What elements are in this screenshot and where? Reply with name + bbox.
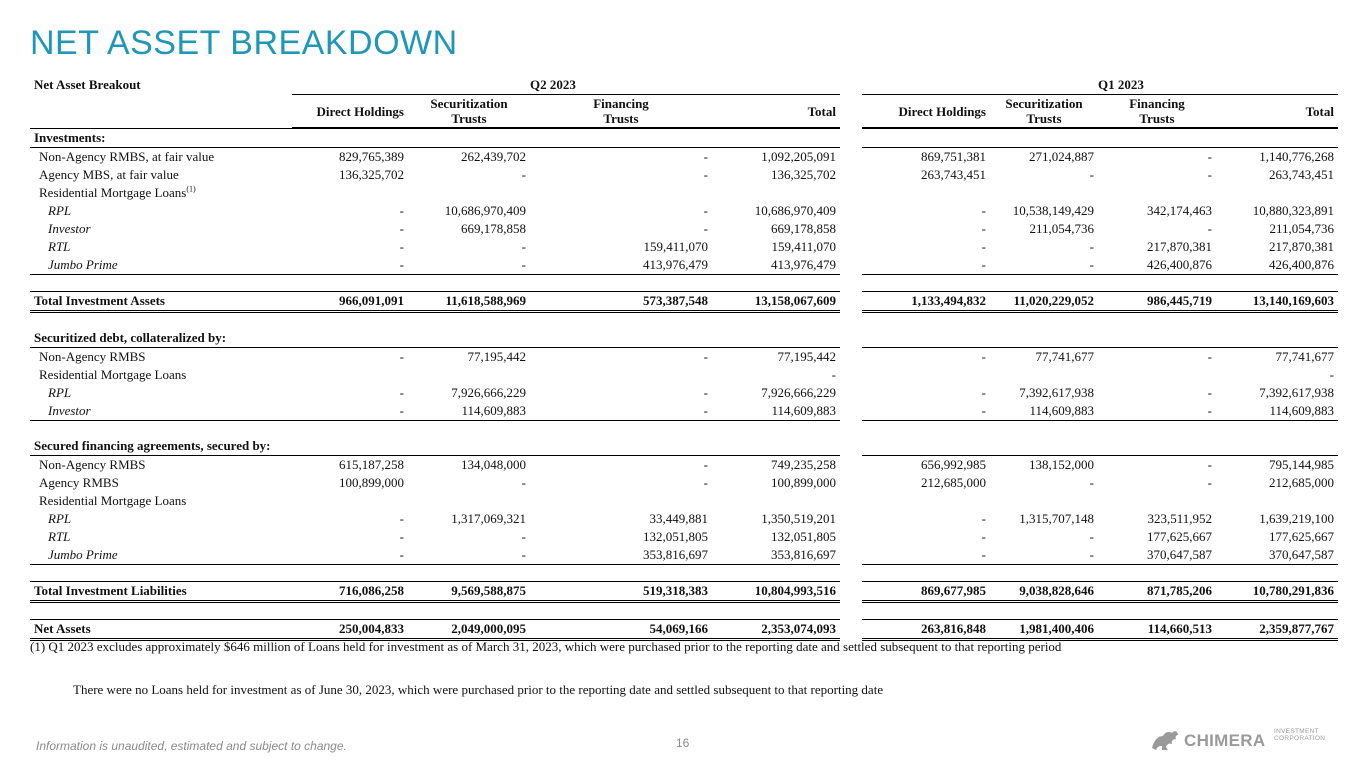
value-cell: 100,899,000 (339, 475, 404, 490)
value-cell: 100,899,000 (771, 475, 836, 490)
table-spacer-row (30, 603, 1338, 619)
value-cell: 7,392,617,938 (1019, 385, 1094, 400)
value-cell: - (1207, 475, 1212, 490)
table-row-sf-agency (30, 474, 1338, 492)
value-cell: 13,158,067,609 (712, 291, 840, 313)
row-label-text: Agency MBS, at fair value (39, 167, 179, 182)
row-label (30, 184, 292, 202)
row-label (30, 492, 292, 510)
value-cell: 177,625,667 (1147, 529, 1212, 544)
value-cell: 519,318,383 (530, 581, 712, 603)
row-label (30, 456, 292, 474)
value-cell: 1,315,707,148 (1019, 511, 1094, 526)
row-label-text: Residential Mortgage Loans (39, 367, 187, 382)
value-cell: - (981, 203, 986, 218)
col-header-direct-holdings-q2: Direct Holdings (292, 94, 408, 128)
value-cell: - (981, 511, 986, 526)
value-cell: 716,086,258 (292, 581, 408, 603)
value-cell: 869,677,985 (862, 581, 990, 603)
value-cell: 370,647,587 (1216, 546, 1338, 565)
chimera-logo-icon (1150, 728, 1180, 752)
value-cell: - (399, 385, 404, 400)
value-cell: 1,350,519,201 (761, 511, 836, 526)
value-cell: 986,445,719 (1098, 291, 1216, 313)
value-cell: - (990, 546, 1098, 565)
col-header-securitization-q2 (408, 94, 530, 128)
value-cell: 77,195,442 (408, 347, 530, 366)
col-header-total-q1: Total (1216, 94, 1338, 128)
value-cell: 263,743,451 (1269, 167, 1334, 182)
value-cell: - (831, 367, 836, 382)
value-cell: 353,816,697 (530, 546, 712, 565)
value-cell: 212,685,000 (1269, 475, 1334, 490)
value-cell: - (530, 147, 712, 166)
value-cell: - (703, 167, 708, 182)
value-cell: 33,449,881 (649, 511, 708, 526)
row-label (30, 402, 292, 421)
value-cell: 573,387,548 (530, 291, 712, 313)
value-cell: 1,092,205,091 (712, 147, 840, 166)
value-cell: - (1089, 475, 1094, 490)
value-cell: 10,538,149,429 (1012, 203, 1094, 218)
table-spacer-row (30, 565, 1338, 581)
value-cell: 829,765,389 (292, 147, 408, 166)
value-cell: 54,069,166 (530, 619, 712, 641)
table-row-total-liab (30, 581, 1338, 603)
value-cell: 134,048,000 (461, 457, 526, 472)
value-cell: 871,785,206 (1098, 581, 1216, 603)
value-cell: - (521, 529, 526, 544)
row-label-text: Residential Mortgage Loans (39, 185, 187, 200)
value-cell: 9,038,828,646 (990, 581, 1098, 603)
value-cell: 11,020,229,052 (990, 291, 1098, 313)
row-label-text: RTL (48, 239, 71, 254)
table-row-total-assets (30, 291, 1338, 313)
row-label (30, 147, 292, 166)
value-cell: - (399, 221, 404, 236)
value-cell: 342,174,463 (1147, 203, 1212, 218)
row-label (30, 474, 292, 492)
value-cell: 426,400,876 (1216, 256, 1338, 275)
row-label (30, 619, 292, 641)
col-header-securitization-q1 (990, 94, 1098, 128)
row-label (30, 528, 292, 546)
value-cell: 2,049,000,095 (408, 619, 530, 641)
value-cell: - (703, 475, 708, 490)
value-cell: 10,880,323,891 (1252, 203, 1334, 218)
value-cell: 10,780,291,836 (1216, 581, 1338, 603)
logo-wordmark: CHIMERA (1184, 731, 1266, 750)
value-cell: - (530, 347, 712, 366)
col-header-fin-line1: Financing (1129, 96, 1185, 111)
value-cell: - (530, 402, 712, 421)
table-row-sf-rml (30, 492, 1338, 510)
table-row-sec-debt (30, 329, 1338, 347)
value-cell: 1,140,776,268 (1216, 147, 1338, 166)
company-logo (1150, 724, 1340, 756)
row-label-text: Securitized debt, collateralized by: (34, 330, 227, 345)
row-label-text: Secured financing agreements, secured by: (34, 438, 271, 453)
row-label (30, 581, 292, 603)
value-cell: 250,004,833 (292, 619, 408, 641)
table-row-rml (30, 184, 1338, 202)
value-cell: 136,325,702 (771, 167, 836, 182)
value-cell: 413,976,479 (530, 256, 712, 275)
value-cell: 869,751,381 (862, 147, 990, 166)
value-cell: 370,647,587 (1098, 546, 1216, 565)
table-row-sf-nonagency (30, 456, 1338, 474)
table-spacer-row (30, 275, 1338, 291)
value-cell: - (990, 256, 1098, 275)
value-cell: 159,411,070 (643, 239, 708, 254)
row-label-text: Agency RMBS (39, 475, 119, 490)
row-label-text: RTL (48, 529, 71, 544)
value-cell: 77,741,677 (990, 347, 1098, 366)
value-cell: - (292, 256, 408, 275)
row-label-text: RPL (48, 511, 72, 526)
period-label-q1: Q1 2023 (1098, 77, 1144, 92)
value-cell: 11,618,588,969 (408, 291, 530, 313)
col-header-fin-line2: Trusts (603, 111, 639, 126)
row-label (30, 437, 292, 456)
net-asset-table (30, 76, 1338, 641)
value-cell: 426,400,876 (1098, 256, 1216, 275)
row-label-text: Non-Agency RMBS, at fair value (39, 149, 215, 164)
col-header-total-q2: Total (712, 94, 840, 128)
value-cell: - (408, 546, 530, 565)
value-cell: 114,609,883 (990, 402, 1098, 421)
value-cell (292, 366, 408, 384)
value-cell (862, 366, 990, 384)
value-cell: 211,054,736 (1029, 221, 1094, 236)
value-cell: 10,804,993,516 (712, 581, 840, 603)
value-cell: 2,359,877,767 (1216, 619, 1338, 641)
value-cell: - (399, 239, 404, 254)
col-header-fin-line1: Financing (593, 96, 649, 111)
logo-subtitle (1274, 728, 1325, 742)
col-header-fin-line2: Trusts (1139, 111, 1175, 126)
col-header-sec-line1: Securitization (430, 96, 508, 111)
table-row-sf-rpl (30, 510, 1338, 528)
table-row-sf-rtl (30, 528, 1338, 546)
table-row-sd-investor (30, 402, 1338, 421)
row-label (30, 202, 292, 220)
table-row-sec-fin (30, 437, 1338, 456)
value-cell: 656,992,985 (921, 457, 986, 472)
value-cell: - (521, 239, 526, 254)
table-row-rtl (30, 238, 1338, 256)
value-cell: 669,178,858 (771, 221, 836, 236)
page-title: NET ASSET BREAKDOWN (30, 24, 458, 62)
value-cell: - (1089, 167, 1094, 182)
value-cell: - (1098, 402, 1216, 421)
value-cell: 114,609,883 (408, 402, 530, 421)
row-label-text: Jumbo Prime (48, 547, 118, 562)
value-cell: 132,051,805 (643, 529, 708, 544)
value-cell: - (862, 256, 990, 275)
table-row-sf-jumbo (30, 546, 1338, 565)
value-cell: 413,976,479 (712, 256, 840, 275)
page-number: 16 (676, 736, 690, 750)
value-cell: 132,051,805 (771, 529, 836, 544)
value-cell: 615,187,258 (339, 457, 404, 472)
value-cell: - (1089, 529, 1094, 544)
row-label-text: Non-Agency RMBS (39, 457, 146, 472)
table-spacer-row (30, 421, 1338, 437)
row-label (30, 256, 292, 275)
value-cell: - (862, 546, 990, 565)
value-cell: - (862, 347, 990, 366)
value-cell: - (703, 385, 708, 400)
period-label-q2: Q2 2023 (530, 77, 576, 92)
row-label (30, 220, 292, 238)
row-label-text: Investor (48, 221, 91, 236)
value-cell: - (1098, 147, 1216, 166)
value-cell: - (292, 402, 408, 421)
value-cell: - (1207, 167, 1212, 182)
col-header-direct-holdings-q1: Direct Holdings (862, 94, 990, 128)
value-cell: 7,926,666,229 (451, 385, 526, 400)
footnote-marker: (1) (186, 184, 196, 194)
row-label-text: Total Investment Liabilities (34, 583, 187, 598)
value-cell (1098, 366, 1216, 384)
value-cell: 138,152,000 (1029, 457, 1094, 472)
table-header-periods (30, 76, 1338, 94)
logo-subtitle-line2: CORPORATION (1274, 735, 1326, 742)
row-label-text: Investments: (34, 130, 106, 145)
value-cell: - (521, 475, 526, 490)
row-label (30, 366, 292, 384)
footnote: (1) Q1 2023 excludes approximately $646 million of Loans held for investment as of March 31, 2023, which were purchased prior to the reporting date and settled subsequent to that reporting period (30, 639, 1062, 654)
value-cell: 263,743,451 (921, 167, 986, 182)
logo-subtitle-line1: INVESTMENT (1274, 728, 1319, 735)
value-cell: 323,511,952 (1147, 511, 1212, 526)
value-cell: - (1207, 457, 1212, 472)
value-cell: - (399, 203, 404, 218)
row-label-text: Residential Mortgage Loans (39, 493, 187, 508)
row-label (30, 166, 292, 184)
value-cell: - (1098, 347, 1216, 366)
value-cell: - (1207, 221, 1212, 236)
row-label (30, 384, 292, 402)
row-label (30, 546, 292, 565)
table-header-label: Net Asset Breakout (34, 77, 141, 92)
value-cell: - (1089, 239, 1094, 254)
value-cell: - (981, 529, 986, 544)
value-cell: 217,870,381 (1269, 239, 1334, 254)
table-header-columns (30, 94, 1338, 128)
value-cell: - (399, 529, 404, 544)
value-cell: 159,411,070 (771, 239, 836, 254)
row-label (30, 238, 292, 256)
value-cell: - (981, 221, 986, 236)
row-label (30, 347, 292, 366)
value-cell: 7,392,617,938 (1259, 385, 1334, 400)
value-cell: 10,686,970,409 (444, 203, 526, 218)
row-label (30, 128, 292, 147)
value-cell: 114,609,883 (1216, 402, 1338, 421)
table-row-sd-rml (30, 366, 1338, 384)
value-cell: 795,144,985 (1269, 457, 1334, 472)
value-cell: - (408, 256, 530, 275)
value-cell: - (521, 167, 526, 182)
table-row-agency-mbs (30, 166, 1338, 184)
value-cell: 966,091,091 (292, 291, 408, 313)
value-cell: - (862, 402, 990, 421)
row-label-text: Total Investment Assets (34, 293, 165, 308)
disclaimer: Information is unaudited, estimated and subject to change. (36, 739, 347, 753)
table-row-nonagency-rmbs (30, 147, 1338, 166)
value-cell: - (1329, 367, 1334, 382)
value-cell: - (292, 347, 408, 366)
value-cell: 10,686,970,409 (754, 203, 836, 218)
row-label-text: RPL (48, 385, 72, 400)
value-cell: 271,024,887 (990, 147, 1098, 166)
table-row-jumbo (30, 256, 1338, 275)
col-header-sec-line2: Trusts (1026, 111, 1062, 126)
row-label-text: Net Assets (34, 621, 91, 636)
value-cell: 1,639,219,100 (1259, 511, 1334, 526)
value-cell: 2,353,074,093 (712, 619, 840, 641)
value-cell: 211,054,736 (1269, 221, 1334, 236)
value-cell: 7,926,666,229 (761, 385, 836, 400)
value-cell: - (981, 239, 986, 254)
row-label (30, 329, 292, 347)
row-label (30, 510, 292, 528)
value-cell: 669,178,858 (461, 221, 526, 236)
value-cell (990, 366, 1098, 384)
value-cell: 749,235,258 (771, 457, 836, 472)
col-header-financing-q1 (1098, 94, 1216, 128)
row-label-text: Non-Agency RMBS (39, 349, 146, 364)
value-cell: 262,439,702 (408, 147, 530, 166)
value-cell: 9,569,588,875 (408, 581, 530, 603)
col-header-financing-q2 (530, 94, 712, 128)
value-cell: - (1207, 385, 1212, 400)
value-cell: - (703, 457, 708, 472)
table-row-sd-rpl (30, 384, 1338, 402)
note-text: There were no Loans held for investment as of June 30, 2023, which were purchased prior to the reporting date and settled subsequent to that reporting date (73, 682, 884, 697)
value-cell: - (703, 221, 708, 236)
table-row-net-assets (30, 619, 1338, 641)
row-label-text: RPL (48, 203, 72, 218)
value-cell: 1,133,494,832 (862, 291, 990, 313)
table-row-rpl (30, 202, 1338, 220)
value-cell: - (703, 203, 708, 218)
value-cell: 77,195,442 (712, 347, 840, 366)
value-cell: 353,816,697 (712, 546, 840, 565)
value-cell: - (981, 385, 986, 400)
row-label-text: Jumbo Prime (48, 257, 118, 272)
value-cell: 77,741,677 (1216, 347, 1338, 366)
value-cell: 136,325,702 (339, 167, 404, 182)
row-label-text: Investor (48, 403, 91, 418)
col-header-sec-line1: Securitization (1005, 96, 1083, 111)
value-cell: 177,625,667 (1269, 529, 1334, 544)
value-cell: 1,317,069,321 (451, 511, 526, 526)
value-cell: 212,685,000 (921, 475, 986, 490)
value-cell: - (399, 511, 404, 526)
value-cell: 1,981,400,406 (990, 619, 1098, 641)
value-cell (408, 366, 530, 384)
table-spacer-row (30, 313, 1338, 329)
value-cell: 13,140,169,603 (1216, 291, 1338, 313)
row-label (30, 291, 292, 313)
value-cell: 217,870,381 (1147, 239, 1212, 254)
table-row-investments (30, 128, 1338, 147)
table-row-investor (30, 220, 1338, 238)
value-cell: 114,660,513 (1098, 619, 1216, 641)
value-cell (530, 366, 712, 384)
value-cell: 263,816,848 (862, 619, 990, 641)
value-cell: - (292, 546, 408, 565)
table-row-sd-nonagency (30, 347, 1338, 366)
value-cell: 114,609,883 (712, 402, 840, 421)
col-header-sec-line2: Trusts (451, 111, 487, 126)
